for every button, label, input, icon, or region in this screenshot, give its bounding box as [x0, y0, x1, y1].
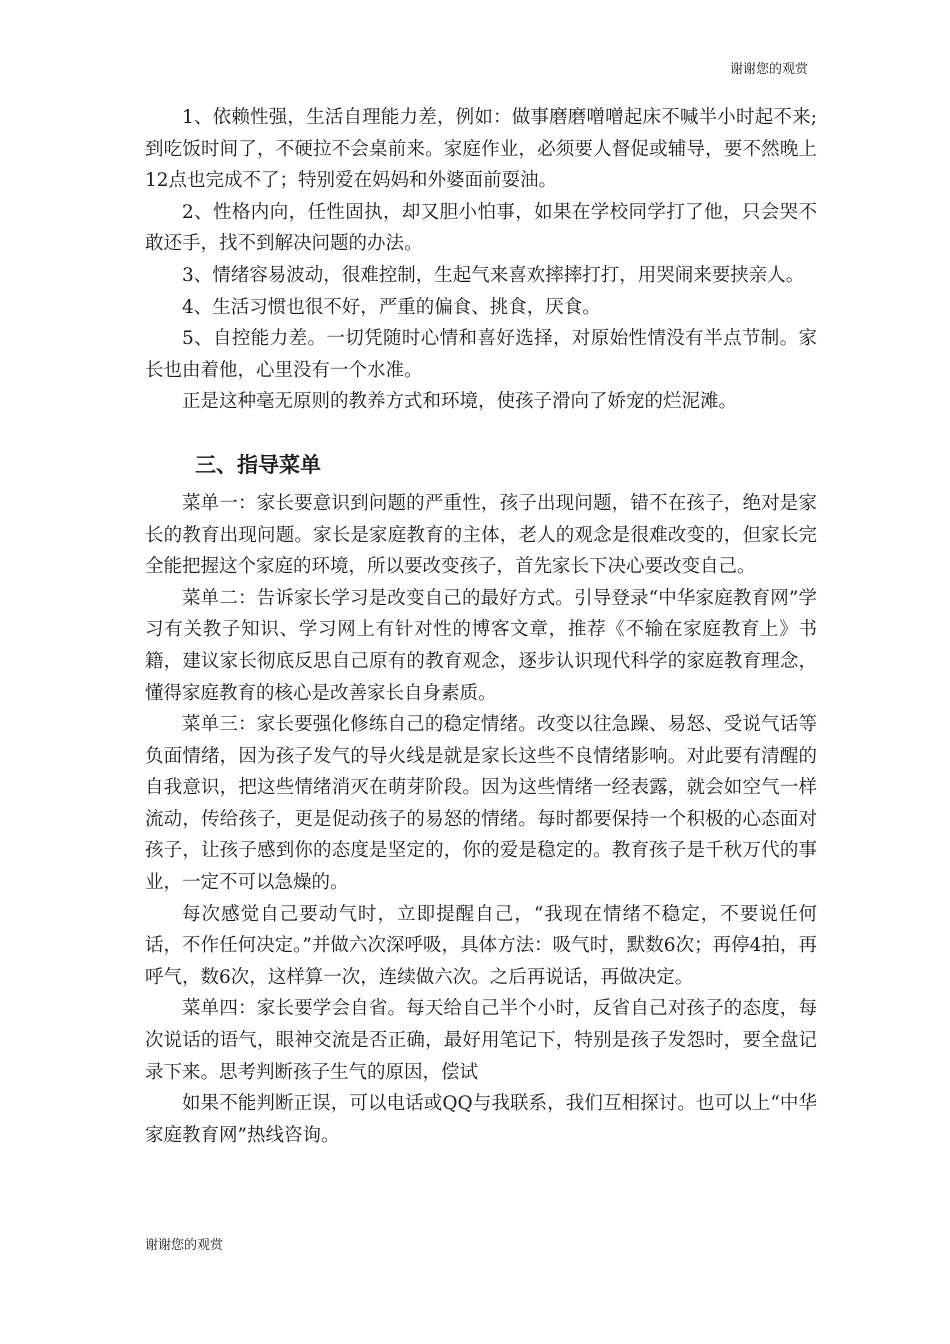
- list-item: 4、生活习惯也很不好，严重的偏食、挑食，厌食。: [182, 296, 601, 318]
- summary-paragraph: 正是这种毫无原则的教养方式和环境，使孩子滑向了娇宠的烂泥滩。: [182, 391, 738, 413]
- menu-paragraph: 菜单二：告诉家长学习是改变自己的最好方式。引导登录“中华家庭教育网”学习有关教子知识、学习网上有针对性的博客文章，推荐《不输在家庭教育上》书籍，建议家长彻底反思自己原有的教育观念，逐步认识现代科学的家庭教育理念，懂得家庭教育的核心是改善家长自身素质。: [145, 587, 817, 704]
- list-item: 2、性格内向，任性固执，却又胆小怕事，如果在学校同学打了他，只会哭不敢还手，找不到解决问题的办法。: [145, 201, 817, 255]
- section-heading: 三、指导菜单: [195, 452, 321, 477]
- menu-paragraph: 菜单一：家长要意识到问题的严重性，孩子出现问题，错不在孩子，绝对是家长的教育出现问题。家长是家庭教育的主体，老人的观念是很难改变的，但家长完全能把握这个家庭的环境，所以要改变孩子，首先家长下决心要改变自己。: [145, 492, 817, 578]
- menu-paragraph: 菜单四：家长要学会自省。每天给自己半个小时，反省自己对孩子的态度，每次说话的语气，眼神交流是否正确，最好用笔记下，特别是孩子发怨时，要全盘记录下来。思考判断孩子生气的原因，偿试: [145, 998, 817, 1083]
- menu-paragraph: 每次感觉自己要动气时，立即提醒自己，“我现在情绪不稳定，不要说任何话，不作任何决定。”并做六次深呼吸，具体方法：吸气时，默数6次；再停4拍，再呼气，数6次，这样算一次，连续做六次。之后再说话，再做决定。: [145, 903, 817, 988]
- menu-paragraph: 菜单三：家长要强化修练自己的稳定情绪。改变以往急躁、易怒、受说气话等负面情绪，因为孩子发气的导火线是就是家长这些不良情绪影响。对此要有清醒的自我意识，把这些情绪消灭在萌芽阶段。因为这些情绪一经表露，就会如空气一样流动，传给孩子，更是促动孩子的易怒的情绪。每时都要保持一个积极的心态面对孩子，让孩子感到你的态度是坚定的，你的爱是稳定的。教育孩子是千秋万代的事业，一定不可以急燥的。: [145, 714, 817, 894]
- menu-paragraph: 如果不能判断正误，可以电话或QQ与我联系，我们互相探讨。也可以上“中华家庭教育网”热线咨询。: [145, 1093, 817, 1146]
- footer-note: 谢谢您的观赏: [145, 1238, 224, 1253]
- header-note: 谢谢您的观赏: [729, 62, 808, 77]
- list-item: 1、依赖性强，生活自理能力差，例如：做事磨磨噌噌起床不喊半小时起不来;到吃饭时间了，不硬拉不会桌前来。家庭作业，必须要人督促或辅导，要不然晚上12点也完成不了；特别爱在妈妈和外婆面前耍油。: [145, 107, 817, 192]
- document-body: [145, 102, 817, 1151]
- list-item: 5、自控能力差。一切凭随时心情和喜好选择，对原始性情没有半点节制。家长也由着他，心里没有一个水准。: [145, 328, 817, 381]
- list-item: 3、情绪容易波动，很难控制，生起气来喜欢摔摔打打，用哭闹来要挟亲人。: [182, 264, 805, 286]
